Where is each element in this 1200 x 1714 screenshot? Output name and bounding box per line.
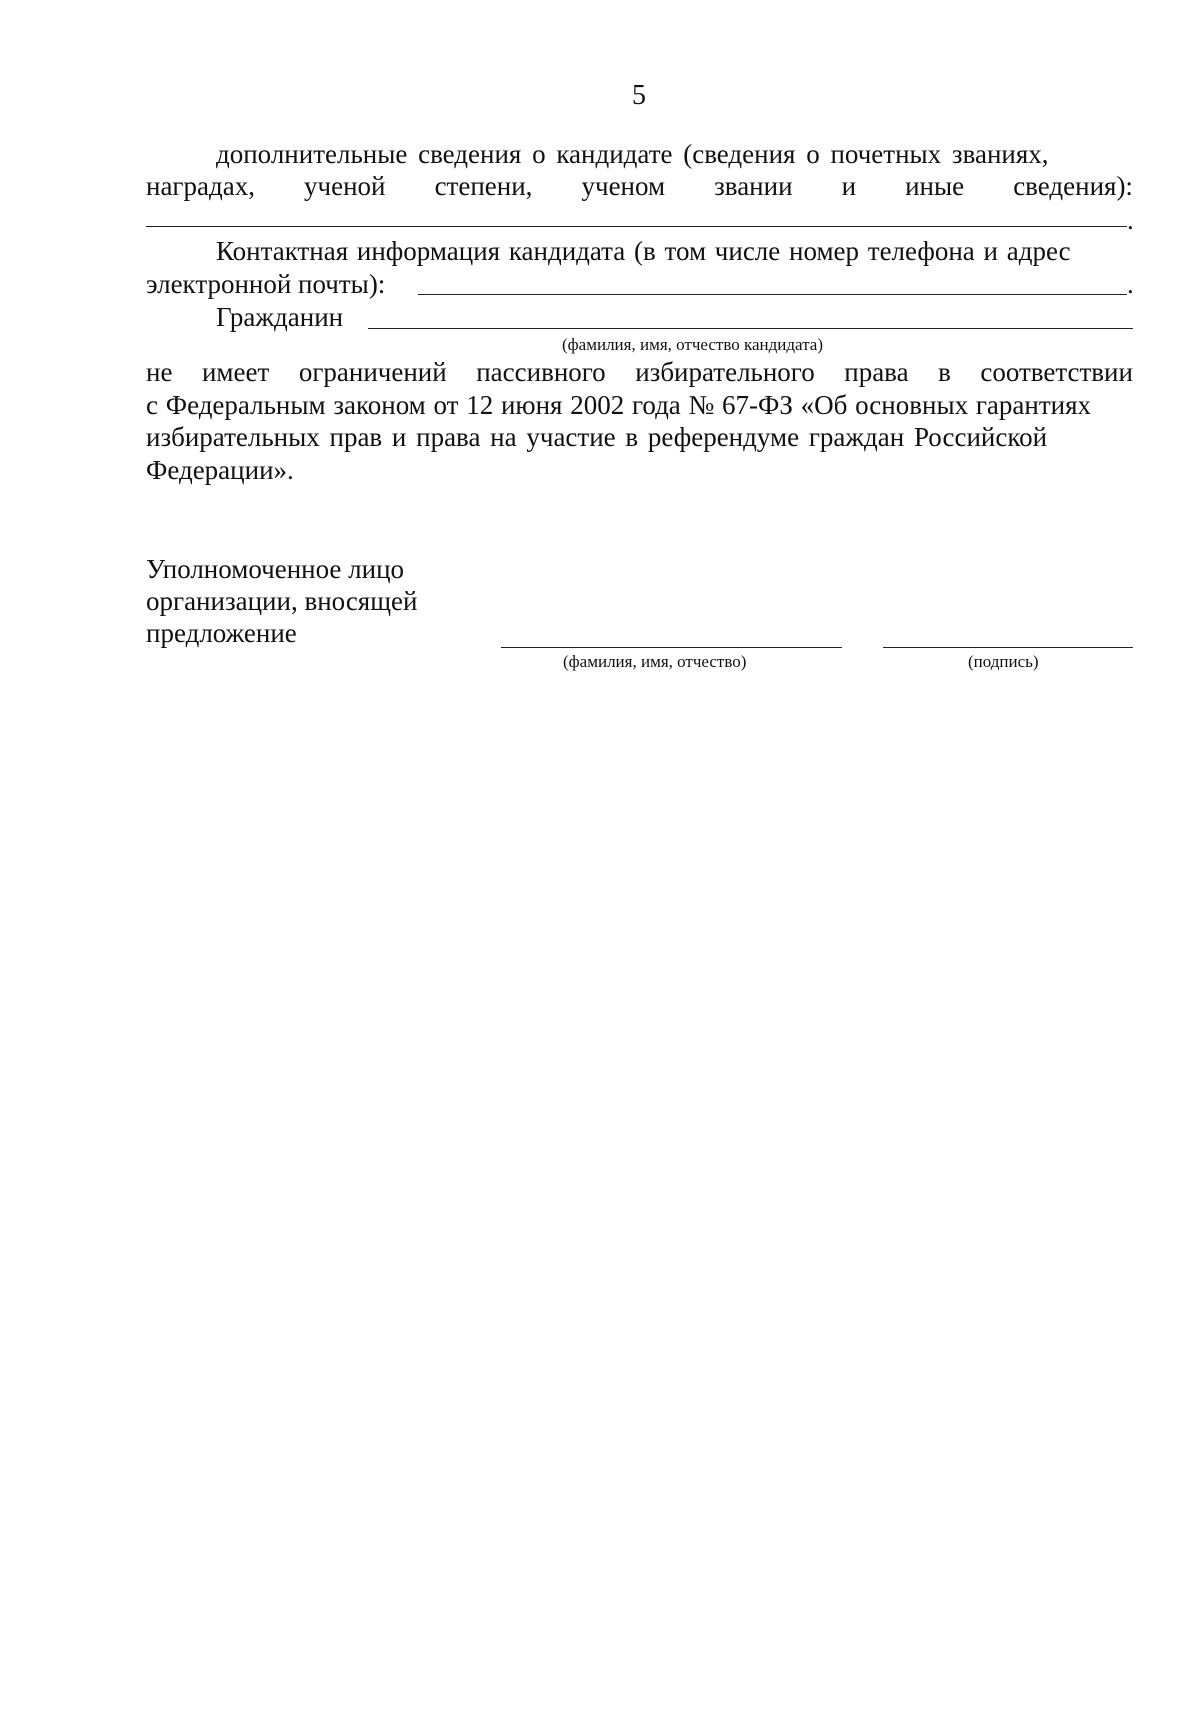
word: соответствии [980,357,1133,387]
contact-info-fill-line[interactable] [418,294,1127,295]
additional-info-line-2 [146,170,1133,202]
authorized-person-label-3: предложение [146,618,297,648]
word: и [841,171,857,201]
citizen-caption: (фамилия, имя, отчество кандидата) [562,335,824,354]
signature-caption: (подпись) [968,652,1039,671]
authorized-name-caption: (фамилия, имя, отчество) [563,652,747,671]
word: не [146,357,173,387]
contact-info-line-1: Контактная информация кандидата (в том числе номер телефона и адрес [216,236,1071,266]
word: ученой [304,171,386,201]
additional-info-end-punct: . [1127,205,1134,235]
signature-line[interactable] [883,647,1133,648]
word: ограничений [298,357,447,387]
authorized-person-label-1: Уполномоченное лицо [146,554,405,584]
contact-info-end-punct: . [1127,269,1134,299]
statement-line-4: Федерации». [146,455,294,485]
authorized-person-label-2: организации, вносящей [146,586,418,616]
word: иные [905,171,965,201]
citizen-label: Гражданин [216,302,344,332]
statement-line-1 [146,356,1133,388]
word: наградах, [146,171,255,201]
additional-info-fill-line[interactable] [146,226,1127,227]
contact-info-line-2: электронной почты): [146,269,386,299]
word: в [938,357,951,387]
word: права [844,357,909,387]
word: ученом [581,171,666,201]
word: имеет [201,357,270,387]
word: избирательного [635,357,815,387]
word: звании [714,171,793,201]
statement-line-2: с Федеральным законом от 12 июня 2002 года № 67-ФЗ «Об основных гарантиях [146,390,1091,420]
word: степени, [434,171,533,201]
page-number: 5 [632,80,646,111]
additional-info-line-1: дополнительные сведения о кандидате (сведения о почетных званиях, [216,139,1049,169]
word: пассивного [476,357,606,387]
word: сведения): [1013,171,1133,201]
authorized-name-line[interactable] [501,647,842,648]
citizen-name-line[interactable] [368,328,1133,329]
statement-line-3: избирательных прав и права на участие в референдуме граждан Российской [146,422,1048,452]
